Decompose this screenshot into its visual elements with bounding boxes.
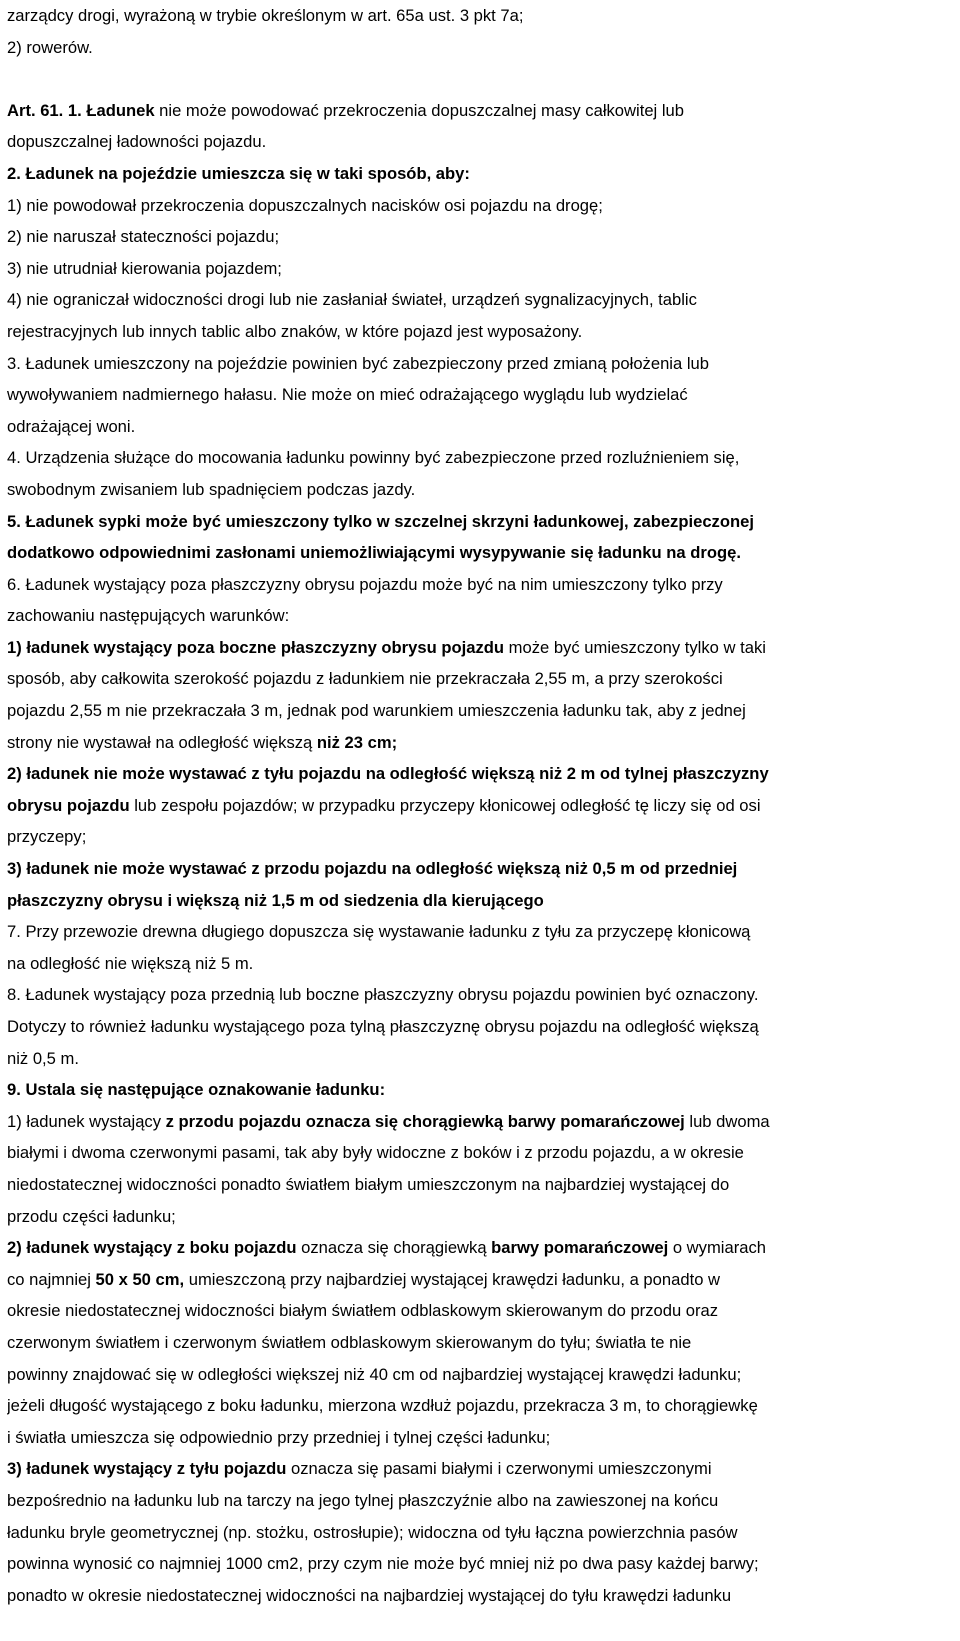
text-line xyxy=(7,1359,950,1391)
text-line xyxy=(7,758,950,790)
text-line xyxy=(7,253,950,285)
text-line xyxy=(7,1453,950,1485)
text-line xyxy=(7,126,950,158)
text-run: zarządcy drogi, wyrażoną w trybie określonym w art. 65a ust. 3 pkt 7a; xyxy=(7,6,524,25)
bold-text-run: 2) ładunek nie może wystawać z tyłu pojazdu na odległość większą niż 2 m od tylnej płaszczyzny xyxy=(7,764,769,784)
text-run: 3) nie utrudniał kierowania pojazdem; xyxy=(7,258,282,278)
text-line xyxy=(7,663,950,695)
text-line xyxy=(7,537,950,569)
text-line xyxy=(7,284,950,316)
bold-text-run: niż 23 cm; xyxy=(316,732,398,752)
text-run: 1) nie powodował przekroczenia dopuszczalnych nacisków osi pojazdu na drogę; xyxy=(7,195,603,215)
bold-text-run: 50 x 50 cm, xyxy=(95,1269,185,1289)
text-line xyxy=(7,474,950,506)
bold-text-run: 3) ładunek nie może wystawać z przodu pojazdu na odległość większą niż 0,5 m od przedniej xyxy=(7,859,738,879)
text-run: 3. Ładunek umieszczony na pojeździe powinien być zabezpieczony przed zmianą położenia lub xyxy=(7,353,709,373)
text-line xyxy=(7,348,950,380)
text-run: bezpośrednio na ładunku lub na tarczy na jego tylnej płaszczyźnie albo na zawieszonej na końcu xyxy=(7,1490,719,1510)
text-line xyxy=(7,1548,950,1580)
text-run: oznacza się pasami białymi i czerwonymi umieszczonymi xyxy=(286,1459,712,1479)
bold-text-run: 1) ładunek wystający poza boczne płaszczyzny obrysu pojazdu xyxy=(7,637,505,657)
text-run: powinna wynosić co najmniej 1000 cm2, przy czym nie może być mniej niż po dwa pasy każdej barwy; xyxy=(7,1554,759,1574)
text-line xyxy=(7,569,950,601)
text-run: lub dwoma xyxy=(684,1111,770,1131)
text-line xyxy=(7,95,950,127)
text-line xyxy=(7,1232,950,1264)
text-line xyxy=(7,1422,950,1454)
text-line xyxy=(7,0,950,32)
bold-text-run: 2. Ładunek na pojeździe umieszcza się w taki sposób, aby: xyxy=(7,163,470,183)
text-run: przodu części ładunku; xyxy=(7,1206,176,1226)
bold-text-run: 3) ładunek wystający z tyłu pojazdu xyxy=(7,1459,287,1479)
text-run: 2) nie naruszał stateczności pojazdu; xyxy=(7,227,280,247)
text-run: 6. Ładunek wystający poza płaszczyzny obrysu pojazdu może być na nim umieszczony tylko przy xyxy=(7,574,723,594)
text-run: Dotyczy to również ładunku wystającego poza tylną płaszczyznę obrysu pojazdu na odległość większą xyxy=(7,1017,759,1036)
text-line xyxy=(7,316,950,348)
text-line xyxy=(7,853,950,885)
text-run: co najmniej xyxy=(7,1269,96,1289)
bold-text-run: z przodu pojazdu oznacza się chorągiewką barwy pomarańczowej xyxy=(165,1111,685,1131)
text-run: wywoływaniem nadmiernego hałasu. Nie może on mieć odrażającego wyglądu lub wydzielać xyxy=(7,385,688,405)
text-run: białymi i dwoma czerwonymi pasami, tak aby były widoczne z boków i z przodu pojazdu, a w okresie xyxy=(7,1143,744,1163)
text-run: może być umieszczony tylko w taki xyxy=(504,637,766,657)
text-line xyxy=(7,506,950,538)
text-run: 4. Urządzenia służące do mocowania ładunku powinny być zabezpieczone przed rozluźnieniem się, xyxy=(7,448,740,468)
text-line xyxy=(7,158,950,190)
text-run: sposób, aby całkowita szerokość pojazdu z ładunkiem nie przekraczała 2,55 m, a przy szerokości xyxy=(7,669,723,689)
bold-text-run: Art. 61. 1. xyxy=(7,100,87,120)
text-line xyxy=(7,379,950,411)
text-line xyxy=(7,1169,950,1201)
bold-text-run: 5. Ładunek sypki może być umieszczony tylko w szczelnej skrzyni ładunkowej, zabezpieczonej xyxy=(7,511,754,531)
text-line xyxy=(7,1106,950,1138)
text-line xyxy=(7,1043,950,1075)
text-run: 1) ładunek wystający xyxy=(7,1111,166,1131)
text-run: rejestracyjnych lub innych tablic albo znaków, w które pojazd jest wyposażony. xyxy=(7,321,583,341)
text-line xyxy=(7,1201,950,1233)
blank-line xyxy=(7,63,950,95)
text-line xyxy=(7,190,950,222)
bold-text-run: 9. Ustala się następujące oznakowanie ładunku: xyxy=(7,1080,386,1100)
text-run: pojazdu 2,55 m nie przekraczała 3 m, jednak pod warunkiem umieszczenia ładunku tak, aby z jednej xyxy=(7,701,746,721)
text-line xyxy=(7,411,950,443)
text-run: umieszczoną przy najbardziej wystającej krawędzi ładunku, a ponadto w xyxy=(184,1269,721,1289)
text-run: strony nie wystawał na odległość większą xyxy=(7,732,317,752)
text-line xyxy=(7,600,950,632)
text-line xyxy=(7,32,950,64)
text-run: 4) nie ograniczał widoczności drogi lub nie zasłaniał świateł, urządzeń sygnalizacyjnych, tablic xyxy=(7,290,697,310)
text-line xyxy=(7,1264,950,1296)
bold-text-run: 2) ładunek wystający z boku pojazdu xyxy=(7,1238,297,1258)
text-run: 8. Ładunek wystający poza przednią lub boczne płaszczyzny obrysu pojazdu powinien być oznaczony. xyxy=(7,985,759,1005)
text-run: powinny znajdować się w odległości większej niż 40 cm od najbardziej wystającej krawędzi ładunku; xyxy=(7,1364,742,1384)
text-run: zachowaniu następujących warunków: xyxy=(7,606,290,626)
text-run: dopuszczalnej ładowności pojazdu. xyxy=(7,132,267,152)
text-run: przyczepy; xyxy=(7,827,87,847)
text-run: czerwonym światłem i czerwonym światłem odblaskowym skierowanym do tyłu; światła te nie xyxy=(7,1332,692,1352)
bold-text-run: Ładunek xyxy=(86,100,155,120)
text-run: o wymiarach xyxy=(668,1238,766,1258)
text-line xyxy=(7,948,950,980)
text-run: ładunku bryle geometrycznej (np. stożku, ostrosłupie); widoczna od tyłu łączna powierzchnia pasów xyxy=(7,1522,738,1542)
text-line xyxy=(7,1327,950,1359)
text-line xyxy=(7,1390,950,1422)
text-line xyxy=(7,1137,950,1169)
text-line xyxy=(7,221,950,253)
text-line xyxy=(7,1011,950,1043)
text-line xyxy=(7,442,950,474)
text-run: niedostatecznej widoczności ponadto światłem białym umieszczonym na najbardziej wystającej do xyxy=(7,1174,730,1194)
text-line xyxy=(7,1580,950,1612)
bold-text-run: obrysu pojazdu xyxy=(7,795,130,815)
text-run: nie może powodować przekroczenia dopuszczalnej masy całkowitej lub xyxy=(154,100,684,120)
text-run: i światła umieszcza się odpowiednio przy przedniej i tylnej części ładunku; xyxy=(7,1427,551,1447)
text-run: swobodnym zwisaniem lub spadnięciem podczas jazdy. xyxy=(7,479,416,499)
text-run: 2) rowerów. xyxy=(7,37,93,57)
text-run: lub zespołu pojazdów; w przypadku przyczepy kłonicowej odległość tę liczy się od osi xyxy=(129,795,761,815)
text-line xyxy=(7,1295,950,1327)
text-line xyxy=(7,1485,950,1517)
text-run: odrażającej woni. xyxy=(7,416,136,436)
text-line xyxy=(7,727,950,759)
bold-text-run: dodatkowo odpowiednimi zasłonami uniemożliwiającymi wysypywanie się ładunku na drogę. xyxy=(7,543,741,563)
text-line xyxy=(7,1074,950,1106)
text-line xyxy=(7,885,950,917)
text-line xyxy=(7,695,950,727)
text-line xyxy=(7,790,950,822)
text-run: okresie niedostatecznej widoczności białym światłem odblaskowym skierowanym do przodu oraz xyxy=(7,1301,719,1321)
text-line xyxy=(7,1517,950,1549)
bold-text-run: płaszczyzny obrysu i większą niż 1,5 m od siedzenia dla kierującego xyxy=(7,890,544,910)
text-run: ponadto w okresie niedostatecznej widoczności na najbardziej wystającej do tyłu krawędzi ładunku xyxy=(7,1585,732,1605)
text-run: na odległość nie większą niż 5 m. xyxy=(7,953,254,973)
text-run: 7. Przy przewozie drewna długiego dopuszcza się wystawanie ładunku z tyłu za przyczepę kłonicową xyxy=(7,922,751,942)
text-run: jeżeli długość wystającego z boku ładunku, mierzona wzdłuż pojazdu, przekracza 3 m, to chorągiewkę xyxy=(7,1396,758,1416)
text-line xyxy=(7,979,950,1011)
text-line xyxy=(7,821,950,853)
text-line xyxy=(7,916,950,948)
text-line xyxy=(7,632,950,664)
bold-text-run: barwy pomarańczowej xyxy=(491,1238,669,1258)
text-run: oznacza się chorągiewką xyxy=(296,1238,492,1258)
text-run: niż 0,5 m. xyxy=(7,1048,79,1068)
